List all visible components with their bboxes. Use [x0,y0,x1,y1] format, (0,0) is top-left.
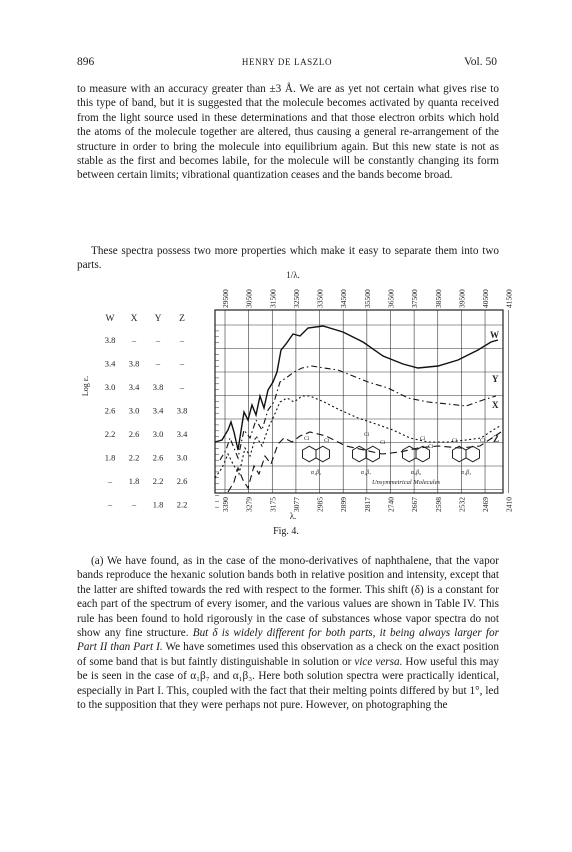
paragraph-3 [77,554,499,712]
isomer-label: α₁β₃ [460,470,472,476]
naphthalene-ring [466,446,480,462]
wavelength-tick: 3175 [268,497,278,512]
log-table-value: – [131,335,137,345]
wavenumber-tick: 34500 [339,289,349,308]
plot-grid [215,310,509,507]
wavelength-tick-labels [221,497,514,512]
wavelength-tick: 3279 [244,497,254,512]
log-table-value: 3.8 [128,358,140,369]
molecule-caption: Unsymmetrical Molecules [371,479,441,486]
log-table-value: 3.0 [152,429,164,439]
paragraph-2: These spectra possess two more properties which make it easy to separate them into two parts. [77,245,499,272]
wavenumber-tick: 38500 [433,289,443,308]
log-table-value: 3.4 [128,382,140,392]
log-table-value: 2.6 [104,405,116,416]
log-table-value: 3.0 [104,382,116,392]
curve-y-label: Y [492,374,499,384]
figure-caption: Fig. 4. [273,526,299,537]
log-table-value: 2.2 [128,452,140,463]
chlorine-label: Cl [420,436,426,442]
log-table-value: 3.8 [176,405,188,416]
curve-w-label: W [490,330,499,340]
log-table-value: – [131,499,137,510]
wavenumber-tick: 31500 [268,289,278,308]
log-epsilon-table [105,314,188,510]
log-table-value: – [107,476,113,486]
log-table-value: 2.6 [128,429,140,439]
paragraph-1: to measure with an accuracy greater than ±3 Å. We are as yet not certain what gives rise to this type of band, but it is suggested that the molecule becomes activated by quanta received from the light source used in these determinations and that those electron orbits which hold the atoms of the molecule together are altered, thus causing a general re-arrangement of the structure in order to bring the molecule into equilibrium again. But this new state is not as stable as the first and becomes labile, for the molecule will be constantly changing its form between certain limits; vibrational quantization ceases and the bands become broad. [77,83,499,182]
log-column-header: Z [179,314,185,324]
wavelength-tick: 2667 [410,497,420,512]
log-table-value: 3.4 [152,405,164,416]
naphthalene-ring [366,446,380,462]
paragraph-3-text-c: How useful this may be is seen in the case of α₁β₇ and α₁β₃. Here both solution spectra were practically identical, especially in Part I. This, coupled with the fact that their melting points differed by but 1°, led to the supposition that they were perhaps not pure. However, on photographing the [77,655,499,712]
chlorine-label: Cl [428,444,434,450]
paragraph-3-text-b: We have sometimes used this observation as a check on the exact position of some band that is but faintly distinguishable in solution or [77,641,499,668]
wavenumber-tick: 40500 [481,289,491,308]
log-table-value: – [179,358,185,369]
log-table-value: 1.8 [128,476,140,486]
wavelength-tick: 2740 [386,497,396,512]
paragraph-3-emphasis-2: vice versa. [354,655,403,668]
chlorine-label: Cl [304,436,310,442]
page-number: 896 [77,56,95,68]
log-table-value: – [179,382,185,392]
isomer-label: α₁β₂ [310,470,322,476]
bottom-axis-label: λ. [289,511,297,521]
absorption-spectra-plot [81,270,514,521]
log-table-value: 3.0 [128,405,140,416]
wavelength-tick: 2985 [315,497,325,512]
naphthalene-ring [453,446,467,462]
wavelength-tick: 2469 [481,497,491,512]
log-table-value: – [107,499,113,510]
naphthalene-ring [303,446,317,462]
log-table-value: 3.4 [176,429,188,439]
log-table-value: 2.2 [152,476,164,486]
log-table-value: – [155,335,161,345]
y-axis-label: Log ε. [81,375,90,397]
wavelength-tick: 2532 [457,497,467,512]
wavenumber-tick-labels [221,289,514,308]
figure-4 [81,270,514,521]
curve-w [215,326,498,450]
chlorine-label: Cl [452,438,458,444]
chlorine-label: Cl [480,438,486,444]
paragraph-3-emphasis-1: But δ is widely different for both parts, it being always larger for Part II than Part I. [77,627,499,654]
wavelength-tick: 2817 [362,497,372,512]
log-table-value: – [155,358,161,369]
log-column-header: X [130,314,138,324]
wavenumber-tick: 36500 [386,289,396,308]
wavelength-tick: 2899 [339,497,349,512]
naphthalene-ring [316,446,330,462]
chlorine-label: Cl [364,432,370,438]
wavenumber-tick: 30500 [244,289,254,308]
log-table-value: 2.2 [104,429,116,439]
log-table-value: 2.6 [152,452,164,463]
log-table-value: 2.6 [176,476,188,486]
running-author: HENRY DE LASZLO [241,57,333,67]
log-table-value: 1.8 [152,499,164,510]
wavenumber-tick: 37500 [410,289,420,308]
wavenumber-tick: 39500 [457,289,467,308]
wavelength-tick: 2598 [433,497,443,512]
curve-x-label: X [492,400,499,410]
wavelength-tick: 3077 [291,497,301,512]
log-column-header: Y [154,314,162,324]
wavenumber-tick: 33500 [315,289,325,308]
isomer-label: α₁β₆ [410,470,422,476]
wavenumber-tick: 29500 [221,289,230,308]
log-table-value: 3.8 [104,335,116,345]
wavelength-tick: 2410 [504,497,514,512]
volume-label: Vol. 50 [463,56,497,68]
log-table-value: 3.8 [152,382,164,392]
log-table-value: 1.8 [104,452,116,463]
wavenumber-tick: 35500 [362,289,372,308]
chlorine-label: Cl [324,438,330,444]
curve-z-label: Z [493,434,500,444]
log-table-value: – [179,335,185,345]
wavenumber-tick: 41500 [504,289,514,308]
top-axis-label: 1/λ. [286,270,300,280]
log-column-header: W [105,314,115,324]
wavenumber-tick: 32500 [291,289,301,308]
wavelength-tick: 3390 [221,497,230,512]
log-table-value: 3.4 [104,358,116,369]
chlorine-label: Cl [380,440,386,446]
log-table-value: 2.2 [176,499,188,510]
running-header [77,56,497,70]
log-table-value: 3.0 [176,452,188,463]
curve-z [228,432,501,492]
paragraph-3-text-a: (a) We have found, as in the case of the mono-derivatives of naphthalene, that the vapor bands reproduce the hexanic solution bands both in relative position and intensity, except that the latter are shifted towards the red with respect to the former. This shift (δ) is a constant for each part of the spectrum of every isomer, and the various values are shown in Table IV. This rule has been found to hold rigorously in the case of substances whose vapor spectra do not show any fine structure. [77,555,499,640]
isomer-label: α₁β₇ [360,470,372,476]
